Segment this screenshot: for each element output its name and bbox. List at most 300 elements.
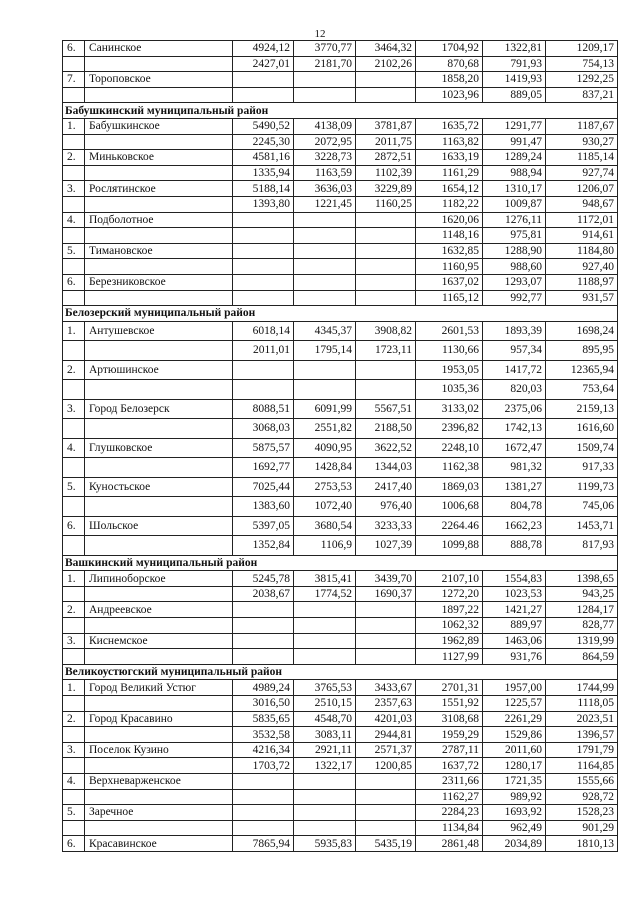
row-index: 5. — [63, 477, 85, 497]
settlement-name — [85, 380, 233, 400]
region-title: Белозерский муниципальный район — [63, 306, 618, 322]
table-cell — [356, 789, 416, 805]
table-cell: 864,59 — [546, 649, 618, 665]
table-cell: 1897,22 — [416, 602, 483, 618]
table-cell: 1959,29 — [416, 727, 483, 743]
table-cell: 4216,34 — [233, 742, 294, 758]
table-cell: 1319,99 — [546, 633, 618, 649]
settlement-name: Березниковское — [85, 274, 233, 290]
table-cell: 3770,77 — [294, 41, 356, 57]
row-index — [63, 290, 85, 306]
table-cell: 1130,66 — [416, 341, 483, 361]
table-cell: 1099,88 — [416, 536, 483, 556]
settlement-name — [85, 586, 233, 602]
table-cell: 2038,67 — [233, 586, 294, 602]
table-cell: 1322,81 — [483, 41, 546, 57]
table-cell: 2107,10 — [416, 571, 483, 587]
table-cell — [233, 274, 294, 290]
table-cell: 1134,84 — [416, 820, 483, 836]
row-index: 7. — [63, 72, 85, 88]
table-cell: 2861,48 — [416, 836, 483, 852]
table-cell: 1352,84 — [233, 536, 294, 556]
table-cell: 1704,92 — [416, 41, 483, 57]
table-cell — [356, 774, 416, 790]
table-cell — [294, 87, 356, 103]
table-cell: 2571,37 — [356, 742, 416, 758]
settlement-name — [85, 497, 233, 517]
settlement-name: Город Великий Устюг — [85, 680, 233, 696]
table-cell: 1690,37 — [356, 586, 416, 602]
table-cell: 5875,57 — [233, 438, 294, 458]
table-cell: 1554,83 — [483, 571, 546, 587]
table-cell: 4989,24 — [233, 680, 294, 696]
table-cell: 2261,29 — [483, 711, 546, 727]
table-cell: 1221,45 — [294, 196, 356, 212]
settlement-name: Город Красавино — [85, 711, 233, 727]
row-index — [63, 56, 85, 72]
tariff-table — [62, 40, 618, 852]
table-cell — [233, 228, 294, 244]
table-cell — [356, 72, 416, 88]
table-cell: 914,61 — [546, 228, 618, 244]
table-row — [63, 274, 618, 290]
table-cell — [294, 72, 356, 88]
table-cell: 8088,51 — [233, 399, 294, 419]
table-cell: 5490,52 — [233, 118, 294, 134]
table-cell — [356, 618, 416, 634]
table-cell: 1072,40 — [294, 497, 356, 517]
row-index: 3. — [63, 181, 85, 197]
table-row — [63, 805, 618, 821]
table-row — [63, 536, 618, 556]
settlement-name: Тимановское — [85, 243, 233, 259]
table-cell: 1721,35 — [483, 774, 546, 790]
table-cell — [356, 820, 416, 836]
table-cell: 3229,89 — [356, 181, 416, 197]
region-title: Великоустюгский муниципальный район — [63, 664, 618, 680]
table-cell: 1172,01 — [546, 212, 618, 228]
table-cell: 889,97 — [483, 618, 546, 634]
table-cell: 4090,95 — [294, 438, 356, 458]
table-cell — [233, 360, 294, 380]
table-cell: 2245,30 — [233, 134, 294, 150]
table-cell: 754,13 — [546, 56, 618, 72]
table-cell: 1023,96 — [416, 87, 483, 103]
table-cell: 3680,54 — [294, 516, 356, 536]
table-cell: 1160,95 — [416, 259, 483, 275]
table-cell: 1654,12 — [416, 181, 483, 197]
table-cell: 5567,51 — [356, 399, 416, 419]
settlement-name: Подболотное — [85, 212, 233, 228]
table-cell: 930,27 — [546, 134, 618, 150]
row-index: 2. — [63, 150, 85, 166]
row-index — [63, 341, 85, 361]
region-header-row — [63, 103, 618, 119]
table-cell: 1528,23 — [546, 805, 618, 821]
table-cell: 2872,51 — [356, 150, 416, 166]
table-cell — [356, 259, 416, 275]
table-cell: 1383,60 — [233, 497, 294, 517]
table-row — [63, 758, 618, 774]
table-cell: 1291,77 — [483, 118, 546, 134]
row-index: 3. — [63, 742, 85, 758]
table-row — [63, 789, 618, 805]
settlement-name — [85, 341, 233, 361]
table-row — [63, 602, 618, 618]
table-cell: 2284,23 — [416, 805, 483, 821]
table-row — [63, 836, 618, 852]
table-cell: 804,78 — [483, 497, 546, 517]
table-cell — [233, 789, 294, 805]
table-cell: 1276,11 — [483, 212, 546, 228]
table-cell: 1199,73 — [546, 477, 618, 497]
row-index: 4. — [63, 438, 85, 458]
table-cell: 1858,20 — [416, 72, 483, 88]
row-index: 5. — [63, 243, 85, 259]
row-index: 1. — [63, 118, 85, 134]
table-cell: 5935,83 — [294, 836, 356, 852]
table-cell: 2427,01 — [233, 56, 294, 72]
table-row — [63, 360, 618, 380]
row-index — [63, 820, 85, 836]
table-cell — [356, 87, 416, 103]
row-index: 2. — [63, 360, 85, 380]
table-cell — [233, 259, 294, 275]
row-index — [63, 618, 85, 634]
table-cell: 901,29 — [546, 820, 618, 836]
table-cell: 976,40 — [356, 497, 416, 517]
table-cell: 2011,01 — [233, 341, 294, 361]
table-cell: 1160,25 — [356, 196, 416, 212]
table-cell: 981,32 — [483, 458, 546, 478]
table-cell: 988,94 — [483, 165, 546, 181]
table-cell: 1635,72 — [416, 118, 483, 134]
table-cell — [294, 789, 356, 805]
table-cell: 1632,85 — [416, 243, 483, 259]
table-row — [63, 586, 618, 602]
table-cell: 1200,85 — [356, 758, 416, 774]
table-cell: 1127,99 — [416, 649, 483, 665]
table-cell: 1206,07 — [546, 181, 618, 197]
settlement-name — [85, 649, 233, 665]
table-row — [63, 41, 618, 57]
table-cell: 2034,89 — [483, 836, 546, 852]
settlement-name — [85, 618, 233, 634]
table-cell — [294, 290, 356, 306]
settlement-name: Глушковское — [85, 438, 233, 458]
settlement-name: Город Белозерск — [85, 399, 233, 419]
table-cell — [294, 243, 356, 259]
table-cell: 1161,29 — [416, 165, 483, 181]
table-cell: 3908,82 — [356, 321, 416, 341]
table-cell: 870,68 — [416, 56, 483, 72]
table-row — [63, 290, 618, 306]
table-cell: 962,49 — [483, 820, 546, 836]
table-row — [63, 259, 618, 275]
table-cell: 1962,89 — [416, 633, 483, 649]
table-cell: 1869,03 — [416, 477, 483, 497]
table-cell: 6091,99 — [294, 399, 356, 419]
table-row — [63, 419, 618, 439]
table-cell — [233, 87, 294, 103]
table-cell: 2551,82 — [294, 419, 356, 439]
settlement-name: Андреевское — [85, 602, 233, 618]
table-cell: 7865,94 — [233, 836, 294, 852]
table-cell: 1791,79 — [546, 742, 618, 758]
row-index: 1. — [63, 680, 85, 696]
table-cell: 1106,9 — [294, 536, 356, 556]
table-cell: 1616,60 — [546, 419, 618, 439]
settlement-name: Артюшинское — [85, 360, 233, 380]
table-cell: 4345,37 — [294, 321, 356, 341]
table-cell: 1893,39 — [483, 321, 546, 341]
settlement-name: Липиноборское — [85, 571, 233, 587]
settlement-name — [85, 87, 233, 103]
settlement-name: Бабушкинское — [85, 118, 233, 134]
table-cell: 1292,25 — [546, 72, 618, 88]
table-row — [63, 399, 618, 419]
table-cell: 2375,06 — [483, 399, 546, 419]
row-index: 6. — [63, 274, 85, 290]
table-cell: 1035,36 — [416, 380, 483, 400]
table-cell: 5188,14 — [233, 181, 294, 197]
row-index — [63, 196, 85, 212]
row-index: 4. — [63, 774, 85, 790]
table-cell: 1185,14 — [546, 150, 618, 166]
row-index — [63, 586, 85, 602]
settlement-name: Куностьское — [85, 477, 233, 497]
table-cell — [233, 212, 294, 228]
table-cell — [294, 212, 356, 228]
table-cell: 957,34 — [483, 341, 546, 361]
table-cell: 1284,17 — [546, 602, 618, 618]
row-index: 6. — [63, 516, 85, 536]
settlement-name — [85, 696, 233, 712]
table-row — [63, 243, 618, 259]
table-cell: 1744,99 — [546, 680, 618, 696]
table-cell: 1310,17 — [483, 181, 546, 197]
table-cell: 1620,06 — [416, 212, 483, 228]
row-index — [63, 458, 85, 478]
settlement-name: Антушевское — [85, 321, 233, 341]
table-cell: 989,92 — [483, 789, 546, 805]
row-index: 1. — [63, 571, 85, 587]
table-cell: 975,81 — [483, 228, 546, 244]
settlement-name: Шольское — [85, 516, 233, 536]
table-cell: 12365,94 — [546, 360, 618, 380]
table-cell: 1551,92 — [416, 696, 483, 712]
table-cell: 820,03 — [483, 380, 546, 400]
table-row — [63, 228, 618, 244]
table-cell: 1289,24 — [483, 150, 546, 166]
table-cell — [294, 602, 356, 618]
table-cell: 3133,02 — [416, 399, 483, 419]
table-cell: 1118,05 — [546, 696, 618, 712]
row-index — [63, 649, 85, 665]
table-cell — [356, 649, 416, 665]
table-cell: 2787,11 — [416, 742, 483, 758]
table-cell: 1774,52 — [294, 586, 356, 602]
settlement-name: Поселок Кузино — [85, 742, 233, 758]
table-cell: 837,21 — [546, 87, 618, 103]
settlement-name: Санинское — [85, 41, 233, 57]
table-cell: 1293,07 — [483, 274, 546, 290]
table-cell — [233, 649, 294, 665]
table-cell: 2753,53 — [294, 477, 356, 497]
table-cell: 5245,78 — [233, 571, 294, 587]
row-index — [63, 165, 85, 181]
table-cell — [356, 243, 416, 259]
table-row — [63, 118, 618, 134]
table-cell: 1396,57 — [546, 727, 618, 743]
table-cell: 1027,39 — [356, 536, 416, 556]
row-index — [63, 134, 85, 150]
table-row — [63, 774, 618, 790]
table-cell: 1322,17 — [294, 758, 356, 774]
table-cell: 1957,00 — [483, 680, 546, 696]
table-cell: 2921,11 — [294, 742, 356, 758]
table-cell: 1398,65 — [546, 571, 618, 587]
table-cell — [294, 820, 356, 836]
table-cell: 1162,38 — [416, 458, 483, 478]
row-index — [63, 259, 85, 275]
table-cell: 2944,81 — [356, 727, 416, 743]
settlement-name: Заречное — [85, 805, 233, 821]
row-index — [63, 497, 85, 517]
table-cell: 1187,67 — [546, 118, 618, 134]
table-cell: 4138,09 — [294, 118, 356, 134]
table-cell: 3433,67 — [356, 680, 416, 696]
settlement-name — [85, 820, 233, 836]
table-row — [63, 649, 618, 665]
table-row — [63, 633, 618, 649]
table-cell: 2072,95 — [294, 134, 356, 150]
table-cell: 927,40 — [546, 259, 618, 275]
table-cell: 1509,74 — [546, 438, 618, 458]
row-index: 4. — [63, 212, 85, 228]
table-row — [63, 196, 618, 212]
table-cell: 1163,59 — [294, 165, 356, 181]
table-cell: 791,93 — [483, 56, 546, 72]
table-cell: 1662,23 — [483, 516, 546, 536]
table-cell: 5835,65 — [233, 711, 294, 727]
table-cell — [233, 820, 294, 836]
table-cell — [233, 243, 294, 259]
settlement-name — [85, 56, 233, 72]
table-row — [63, 150, 618, 166]
row-index: 2. — [63, 711, 85, 727]
table-cell: 2011,60 — [483, 742, 546, 758]
row-index — [63, 419, 85, 439]
table-cell: 4548,70 — [294, 711, 356, 727]
table-cell: 1555,66 — [546, 774, 618, 790]
table-cell: 2417,40 — [356, 477, 416, 497]
table-row — [63, 56, 618, 72]
table-cell: 889,05 — [483, 87, 546, 103]
row-index — [63, 696, 85, 712]
table-cell: 3765,53 — [294, 680, 356, 696]
row-index — [63, 380, 85, 400]
table-row — [63, 321, 618, 341]
table-cell: 1163,82 — [416, 134, 483, 150]
table-cell — [356, 274, 416, 290]
table-cell: 1419,93 — [483, 72, 546, 88]
table-cell: 7025,44 — [233, 477, 294, 497]
table-cell: 3815,41 — [294, 571, 356, 587]
table-cell: 3228,73 — [294, 150, 356, 166]
table-cell: 1062,32 — [416, 618, 483, 634]
table-cell: 1810,13 — [546, 836, 618, 852]
table-row — [63, 477, 618, 497]
table-cell: 931,76 — [483, 649, 546, 665]
table-row — [63, 380, 618, 400]
table-cell: 4201,03 — [356, 711, 416, 727]
region-title: Бабушкинский муниципальный район — [63, 103, 618, 119]
settlement-name: Тороповское — [85, 72, 233, 88]
table-cell — [294, 649, 356, 665]
table-cell: 745,06 — [546, 497, 618, 517]
table-row — [63, 72, 618, 88]
table-cell — [233, 774, 294, 790]
table-cell — [294, 274, 356, 290]
table-cell — [294, 774, 356, 790]
settlement-name — [85, 419, 233, 439]
table-cell — [233, 380, 294, 400]
table-cell: 3068,03 — [233, 419, 294, 439]
table-row — [63, 438, 618, 458]
row-index — [63, 228, 85, 244]
table-cell: 3233,33 — [356, 516, 416, 536]
table-cell — [294, 259, 356, 275]
settlement-name — [85, 536, 233, 556]
table-cell: 1184,80 — [546, 243, 618, 259]
table-cell: 4581,16 — [233, 150, 294, 166]
table-cell: 2159,13 — [546, 399, 618, 419]
table-cell: 1288,90 — [483, 243, 546, 259]
table-cell: 1953,05 — [416, 360, 483, 380]
table-row — [63, 134, 618, 150]
table-cell — [356, 633, 416, 649]
table-cell: 1692,77 — [233, 458, 294, 478]
table-cell — [294, 618, 356, 634]
row-index: 2. — [63, 602, 85, 618]
table-cell: 3464,32 — [356, 41, 416, 57]
table-cell: 1453,71 — [546, 516, 618, 536]
row-index: 3. — [63, 399, 85, 419]
row-index — [63, 87, 85, 103]
table-cell: 1148,16 — [416, 228, 483, 244]
settlement-name: Киснемское — [85, 633, 233, 649]
table-cell: 1335,94 — [233, 165, 294, 181]
table-cell: 1381,27 — [483, 477, 546, 497]
table-row — [63, 458, 618, 478]
settlement-name — [85, 758, 233, 774]
settlement-name — [85, 727, 233, 743]
table-cell — [294, 360, 356, 380]
table-cell — [233, 72, 294, 88]
settlement-name — [85, 134, 233, 150]
settlement-name — [85, 789, 233, 805]
table-row — [63, 618, 618, 634]
table-cell: 2357,63 — [356, 696, 416, 712]
settlement-name: Рослятинское — [85, 181, 233, 197]
table-cell: 1344,03 — [356, 458, 416, 478]
table-row — [63, 742, 618, 758]
table-cell — [356, 290, 416, 306]
table-cell: 1225,57 — [483, 696, 546, 712]
table-cell: 2396,82 — [416, 419, 483, 439]
table-cell: 1182,22 — [416, 196, 483, 212]
